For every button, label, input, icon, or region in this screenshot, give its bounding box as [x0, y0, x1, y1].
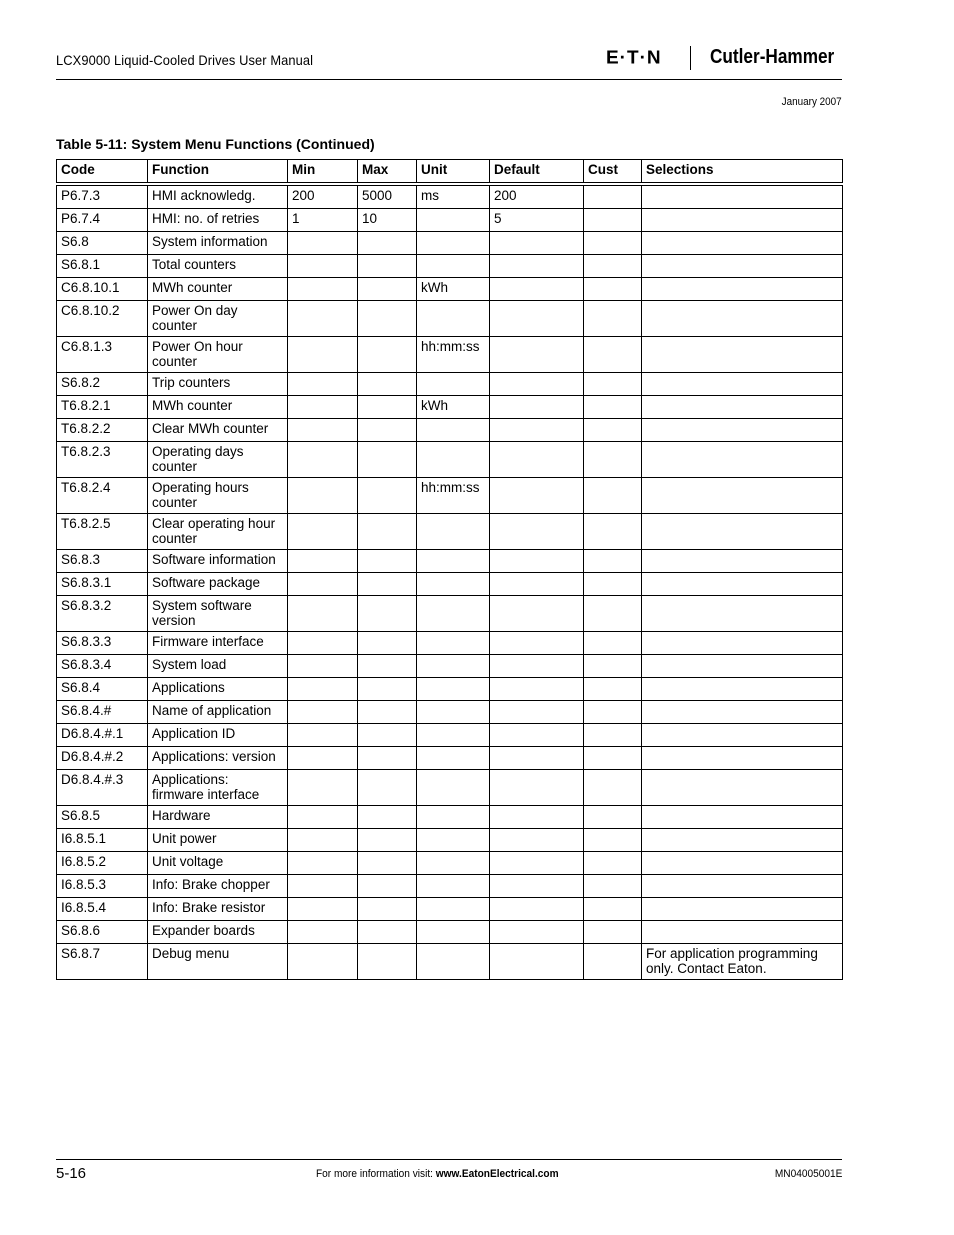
cell-default	[490, 875, 584, 898]
cell-cust	[584, 724, 642, 747]
cell-max	[358, 301, 417, 337]
cell-selections	[642, 419, 843, 442]
cell-cust	[584, 550, 642, 573]
cell-selections	[642, 875, 843, 898]
cell-code: S6.8.2	[57, 373, 148, 396]
cell-default	[490, 442, 584, 478]
cell-default	[490, 678, 584, 701]
cell-code: S6.8.3.2	[57, 596, 148, 632]
cell-min	[288, 596, 358, 632]
cell-selections	[642, 852, 843, 875]
cell-unit	[417, 806, 490, 829]
cell-max	[358, 442, 417, 478]
cell-unit	[417, 852, 490, 875]
cell-selections	[642, 573, 843, 596]
cell-min	[288, 232, 358, 255]
logo-divider	[690, 46, 691, 70]
column-header-function: Function	[148, 160, 288, 183]
cell-selections	[642, 186, 843, 209]
cell-default	[490, 255, 584, 278]
table-row	[57, 442, 843, 478]
cell-unit	[417, 770, 490, 806]
header-rule	[56, 79, 842, 80]
cell-cust	[584, 921, 642, 944]
cell-max	[358, 829, 417, 852]
cell-max	[358, 278, 417, 301]
table-row	[57, 255, 843, 278]
cell-unit	[417, 419, 490, 442]
cell-code: D6.8.4.#.3	[57, 770, 148, 806]
cell-code: P6.7.3	[57, 186, 148, 209]
cell-code: I6.8.5.4	[57, 898, 148, 921]
cell-default	[490, 337, 584, 373]
cell-code: T6.8.2.4	[57, 478, 148, 514]
cell-function: Operating days counter	[148, 442, 288, 478]
cell-unit: hh:mm:ss	[417, 337, 490, 373]
cell-unit	[417, 944, 490, 980]
cell-code: S6.8.3.1	[57, 573, 148, 596]
cell-max	[358, 232, 417, 255]
cell-selections	[642, 747, 843, 770]
cutler-hammer-logo: Cutler-Hammer	[710, 46, 835, 68]
cell-min	[288, 829, 358, 852]
table-row	[57, 875, 843, 898]
cell-unit	[417, 724, 490, 747]
cell-selections	[642, 396, 843, 419]
cell-max	[358, 770, 417, 806]
cell-unit	[417, 573, 490, 596]
cell-function: Clear operating hour counter	[148, 514, 288, 550]
cell-cust	[584, 186, 642, 209]
cell-min	[288, 921, 358, 944]
table-row	[57, 396, 843, 419]
cell-cust	[584, 255, 642, 278]
cell-min	[288, 747, 358, 770]
cell-default	[490, 852, 584, 875]
cell-cust	[584, 442, 642, 478]
cell-unit	[417, 701, 490, 724]
cell-selections	[642, 596, 843, 632]
document-number: MN04005001E	[774, 1168, 842, 1180]
cell-default	[490, 921, 584, 944]
cell-default: 200	[490, 186, 584, 209]
cell-selections	[642, 278, 843, 301]
cell-max	[358, 573, 417, 596]
cell-default	[490, 770, 584, 806]
table-row	[57, 373, 843, 396]
cell-default	[490, 301, 584, 337]
table-row	[57, 232, 843, 255]
cell-selections	[642, 373, 843, 396]
cell-selections	[642, 442, 843, 478]
cell-code: S6.8.3	[57, 550, 148, 573]
cell-code: C6.8.1.3	[57, 337, 148, 373]
cell-default	[490, 724, 584, 747]
cell-default	[490, 278, 584, 301]
cell-function: Debug menu	[148, 944, 288, 980]
cell-min	[288, 898, 358, 921]
cell-code: P6.7.4	[57, 209, 148, 232]
table-row	[57, 573, 843, 596]
cell-default: 5	[490, 209, 584, 232]
cell-cust	[584, 478, 642, 514]
table-row	[57, 632, 843, 655]
cell-max	[358, 596, 417, 632]
publication-date: January 2007	[781, 96, 842, 108]
system-menu-table	[56, 159, 843, 980]
cell-code: C6.8.10.1	[57, 278, 148, 301]
table-row	[57, 829, 843, 852]
cell-unit	[417, 678, 490, 701]
column-header-default: Default	[490, 160, 584, 183]
page-number: 5-16	[56, 1165, 87, 1182]
cell-min	[288, 806, 358, 829]
cell-code: T6.8.2.1	[57, 396, 148, 419]
table-row	[57, 724, 843, 747]
cell-default	[490, 701, 584, 724]
cell-code: D6.8.4.#.1	[57, 724, 148, 747]
table-row	[57, 655, 843, 678]
cell-function: Operating hours counter	[148, 478, 288, 514]
cell-cust	[584, 209, 642, 232]
cell-unit	[417, 829, 490, 852]
cell-cust	[584, 301, 642, 337]
cell-min	[288, 373, 358, 396]
cell-function: Clear MWh counter	[148, 419, 288, 442]
cell-function: Applications: firmware interface	[148, 770, 288, 806]
cell-min: 200	[288, 186, 358, 209]
cell-function: Firmware interface	[148, 632, 288, 655]
cell-min	[288, 770, 358, 806]
column-header-selections: Selections	[642, 160, 843, 183]
cell-selections	[642, 701, 843, 724]
cell-unit	[417, 632, 490, 655]
cell-cust	[584, 419, 642, 442]
cell-cust	[584, 678, 642, 701]
cell-code: I6.8.5.2	[57, 852, 148, 875]
cell-unit	[417, 373, 490, 396]
cell-unit	[417, 232, 490, 255]
cell-max	[358, 701, 417, 724]
table-row	[57, 944, 843, 980]
cell-function: Expander boards	[148, 921, 288, 944]
cell-function: Trip counters	[148, 373, 288, 396]
cell-function: Unit voltage	[148, 852, 288, 875]
table-row	[57, 186, 843, 209]
cell-selections	[642, 301, 843, 337]
cell-max	[358, 337, 417, 373]
cell-max	[358, 806, 417, 829]
cell-default	[490, 747, 584, 770]
cell-unit	[417, 550, 490, 573]
cell-default	[490, 655, 584, 678]
cell-function: Name of application	[148, 701, 288, 724]
cell-max	[358, 678, 417, 701]
cell-cust	[584, 875, 642, 898]
table-row	[57, 596, 843, 632]
cell-max	[358, 944, 417, 980]
cell-cust	[584, 596, 642, 632]
cell-default	[490, 596, 584, 632]
cell-min	[288, 875, 358, 898]
cell-max	[358, 550, 417, 573]
table-row	[57, 514, 843, 550]
table-row	[57, 747, 843, 770]
cell-min	[288, 573, 358, 596]
cell-cust	[584, 655, 642, 678]
cell-default	[490, 478, 584, 514]
cell-min	[288, 337, 358, 373]
cell-default	[490, 806, 584, 829]
table-row	[57, 701, 843, 724]
cell-function: Unit power	[148, 829, 288, 852]
cell-default	[490, 829, 584, 852]
cell-function: MWh counter	[148, 396, 288, 419]
column-header-unit: Unit	[417, 160, 490, 183]
cell-cust	[584, 829, 642, 852]
cell-min	[288, 632, 358, 655]
cell-unit	[417, 747, 490, 770]
cell-min	[288, 478, 358, 514]
cell-code: T6.8.2.3	[57, 442, 148, 478]
cell-code: S6.8.6	[57, 921, 148, 944]
cell-selections	[642, 898, 843, 921]
cell-min	[288, 419, 358, 442]
table-row	[57, 419, 843, 442]
table-header-row	[57, 160, 843, 183]
cell-default	[490, 944, 584, 980]
cell-unit	[417, 255, 490, 278]
cell-cust	[584, 514, 642, 550]
cell-selections	[642, 724, 843, 747]
cell-max	[358, 478, 417, 514]
cell-function: Software information	[148, 550, 288, 573]
cell-selections	[642, 632, 843, 655]
table-body	[57, 183, 843, 980]
cell-default	[490, 396, 584, 419]
cell-max	[358, 419, 417, 442]
cell-default	[490, 573, 584, 596]
cell-function: System load	[148, 655, 288, 678]
cell-cust	[584, 770, 642, 806]
table-row	[57, 806, 843, 829]
footer-info	[316, 1168, 559, 1180]
cell-min	[288, 301, 358, 337]
cell-max	[358, 255, 417, 278]
column-header-max: Max	[358, 160, 417, 183]
cell-cust	[584, 944, 642, 980]
cell-default	[490, 419, 584, 442]
cell-code: S6.8.3.4	[57, 655, 148, 678]
cell-function: HMI: no. of retries	[148, 209, 288, 232]
cell-function: Info: Brake resistor	[148, 898, 288, 921]
cell-selections	[642, 921, 843, 944]
cell-unit	[417, 442, 490, 478]
cell-cust	[584, 373, 642, 396]
cell-unit: hh:mm:ss	[417, 478, 490, 514]
cell-function: MWh counter	[148, 278, 288, 301]
column-header-cust: Cust	[584, 160, 642, 183]
cell-function: Power On day counter	[148, 301, 288, 337]
cell-selections: For application programming only. Contact Eaton.	[642, 944, 843, 980]
table-caption: Table 5-11: System Menu Functions (Continued)	[56, 136, 375, 152]
cell-selections	[642, 770, 843, 806]
table-row	[57, 301, 843, 337]
cell-code: S6.8.3.3	[57, 632, 148, 655]
cell-selections	[642, 655, 843, 678]
cell-cust	[584, 573, 642, 596]
cell-code: T6.8.2.2	[57, 419, 148, 442]
cell-default	[490, 550, 584, 573]
cell-min	[288, 655, 358, 678]
cell-selections	[642, 337, 843, 373]
cell-default	[490, 373, 584, 396]
cell-selections	[642, 514, 843, 550]
table-row	[57, 678, 843, 701]
cell-function: Total counters	[148, 255, 288, 278]
cell-min	[288, 255, 358, 278]
cell-max	[358, 898, 417, 921]
cell-unit	[417, 921, 490, 944]
cell-code: S6.8.4.#	[57, 701, 148, 724]
cell-function: Hardware	[148, 806, 288, 829]
cell-unit: kWh	[417, 396, 490, 419]
column-header-code: Code	[57, 160, 148, 183]
cell-code: S6.8	[57, 232, 148, 255]
cell-min	[288, 514, 358, 550]
cell-cust	[584, 232, 642, 255]
cell-unit	[417, 898, 490, 921]
cell-function: Software package	[148, 573, 288, 596]
cell-unit: ms	[417, 186, 490, 209]
table-row	[57, 898, 843, 921]
cell-min	[288, 701, 358, 724]
cell-default	[490, 632, 584, 655]
cell-default	[490, 232, 584, 255]
table-row	[57, 278, 843, 301]
cell-default	[490, 898, 584, 921]
cell-unit	[417, 596, 490, 632]
cell-selections	[642, 550, 843, 573]
document-title: LCX9000 Liquid-Cooled Drives User Manual	[56, 52, 314, 68]
cell-code: S6.8.1	[57, 255, 148, 278]
cell-max	[358, 632, 417, 655]
cell-selections	[642, 209, 843, 232]
cell-selections	[642, 806, 843, 829]
cell-max	[358, 724, 417, 747]
cell-function: HMI acknowledg.	[148, 186, 288, 209]
cell-default	[490, 514, 584, 550]
cell-function: Application ID	[148, 724, 288, 747]
cell-min	[288, 442, 358, 478]
cell-function: Applications: version	[148, 747, 288, 770]
cell-max	[358, 747, 417, 770]
cell-cust	[584, 852, 642, 875]
cell-cust	[584, 701, 642, 724]
cell-unit	[417, 301, 490, 337]
cell-cust	[584, 632, 642, 655]
cell-min	[288, 724, 358, 747]
cell-min	[288, 278, 358, 301]
table-row	[57, 852, 843, 875]
cell-cust	[584, 806, 642, 829]
cell-selections	[642, 478, 843, 514]
cell-unit	[417, 209, 490, 232]
cell-min	[288, 944, 358, 980]
eaton-logo: E·T·N	[606, 48, 662, 69]
cell-max: 5000	[358, 186, 417, 209]
cell-max	[358, 852, 417, 875]
cell-max	[358, 921, 417, 944]
cell-max: 10	[358, 209, 417, 232]
table-row	[57, 921, 843, 944]
cell-code: I6.8.5.3	[57, 875, 148, 898]
table-row	[57, 337, 843, 373]
cell-function: Applications	[148, 678, 288, 701]
cell-max	[358, 514, 417, 550]
cell-function: Power On hour counter	[148, 337, 288, 373]
cell-unit: kWh	[417, 278, 490, 301]
footer-website-link[interactable]: www.EatonElectrical.com	[435, 1168, 559, 1180]
column-header-min: Min	[288, 160, 358, 183]
cell-max	[358, 655, 417, 678]
cell-min: 1	[288, 209, 358, 232]
cell-selections	[642, 678, 843, 701]
cell-min	[288, 852, 358, 875]
cell-min	[288, 396, 358, 419]
cell-max	[358, 875, 417, 898]
cell-max	[358, 373, 417, 396]
cell-function: System software version	[148, 596, 288, 632]
cell-max	[358, 396, 417, 419]
cell-unit	[417, 875, 490, 898]
cell-code: S6.8.7	[57, 944, 148, 980]
cell-function: Info: Brake chopper	[148, 875, 288, 898]
cell-code: S6.8.5	[57, 806, 148, 829]
cell-code: C6.8.10.2	[57, 301, 148, 337]
cell-unit	[417, 655, 490, 678]
table-row	[57, 770, 843, 806]
cell-code: T6.8.2.5	[57, 514, 148, 550]
cell-code: I6.8.5.1	[57, 829, 148, 852]
cell-cust	[584, 898, 642, 921]
cell-min	[288, 678, 358, 701]
cell-selections	[642, 255, 843, 278]
cell-selections	[642, 232, 843, 255]
cell-cust	[584, 337, 642, 373]
table-row	[57, 478, 843, 514]
cell-unit	[417, 514, 490, 550]
cell-min	[288, 550, 358, 573]
cell-code: S6.8.4	[57, 678, 148, 701]
cell-cust	[584, 747, 642, 770]
table-row	[57, 550, 843, 573]
cell-cust	[584, 396, 642, 419]
cell-selections	[642, 829, 843, 852]
cell-code: D6.8.4.#.2	[57, 747, 148, 770]
cell-function: System information	[148, 232, 288, 255]
table-row	[57, 209, 843, 232]
cell-cust	[584, 278, 642, 301]
footer-info-prefix: For more information visit:	[316, 1168, 436, 1180]
footer-rule	[56, 1159, 842, 1160]
